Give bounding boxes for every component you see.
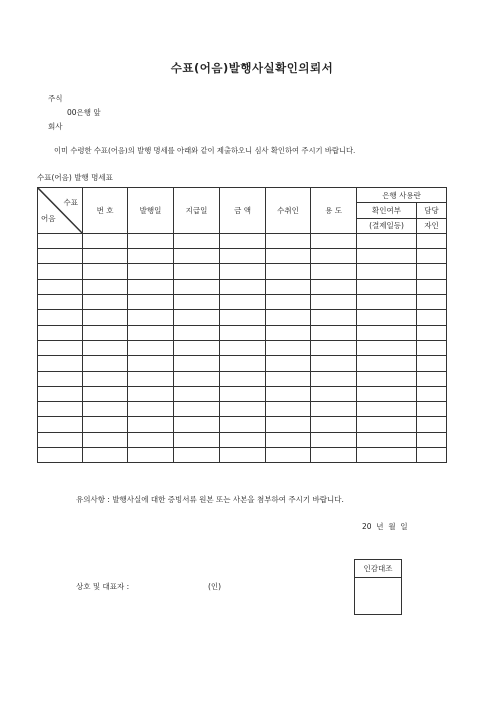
table-cell: [174, 340, 220, 355]
diagonal-header-cell: [38, 188, 83, 234]
table-cell: [174, 310, 220, 325]
table-cell: [83, 264, 128, 279]
seal-verification-box: [354, 559, 402, 615]
table-cell: [220, 402, 266, 417]
table-cell: [38, 417, 83, 432]
table-cell: [128, 386, 174, 401]
table-cell: [266, 386, 311, 401]
table-cell: [311, 402, 357, 417]
table-cell: [311, 249, 357, 264]
bank-sub-header-confirm-2: (결제일등): [357, 218, 417, 233]
table-cell: [83, 432, 128, 447]
table-cell: [311, 325, 357, 340]
table-cell: [266, 340, 311, 355]
table-cell: [83, 325, 128, 340]
table-cell: [266, 448, 311, 463]
recipient-line-3: 회사: [48, 122, 63, 131]
table-cell: [220, 279, 266, 294]
table-cell: [38, 340, 83, 355]
table-cell: [128, 264, 174, 279]
bank-sub-header-officer-2: 자인: [417, 218, 447, 233]
table-cell: [311, 279, 357, 294]
table-cell: [266, 432, 311, 447]
table-row: [38, 386, 447, 401]
table-cell: [128, 340, 174, 355]
table-row: [38, 402, 447, 417]
table-cell: [83, 279, 128, 294]
table-cell: [174, 249, 220, 264]
table-cell: [220, 233, 266, 248]
table-cell: [128, 310, 174, 325]
bank-sub-header-confirm: 확인여부: [357, 203, 417, 218]
table-cell: [311, 356, 357, 371]
date-line: 20 년 월 일: [362, 522, 408, 531]
notice-text: 유의사항 : 발행사실에 대한 증빙서류 원본 또는 사본을 첨부하여 주시기 바랍니다.: [76, 495, 344, 504]
table-caption: 수표(어음) 발행 명세표: [37, 173, 113, 182]
table-cell: [174, 432, 220, 447]
table-cell: [417, 356, 447, 371]
table-cell: [38, 386, 83, 401]
table-cell: [311, 310, 357, 325]
table-cell: [38, 264, 83, 279]
table-cell: [357, 279, 417, 294]
intro-text: 이미 수령한 수표(어음)의 발행 명세를 아래와 같이 제출하오니 심사 확인하여 주시기 바랍니다.: [54, 146, 356, 155]
table-cell: [128, 371, 174, 386]
seal-verification-label: 인감대조: [355, 560, 401, 578]
table-cell: [174, 325, 220, 340]
table-cell: [266, 295, 311, 310]
table-cell: [83, 356, 128, 371]
table-cell: [128, 295, 174, 310]
table-cell: [83, 417, 128, 432]
table-cell: [174, 448, 220, 463]
table-cell: [38, 371, 83, 386]
table-cell: [83, 371, 128, 386]
table-cell: [174, 233, 220, 248]
table-row: [38, 340, 447, 355]
table-cell: [128, 417, 174, 432]
table-cell: [357, 417, 417, 432]
table-cell: [38, 295, 83, 310]
table-cell: [83, 448, 128, 463]
table-cell: [128, 279, 174, 294]
table-cell: [128, 249, 174, 264]
table-cell: [128, 356, 174, 371]
table-cell: [311, 386, 357, 401]
table-cell: [311, 264, 357, 279]
table-cell: [128, 432, 174, 447]
column-header: 용 도: [311, 188, 357, 234]
diagonal-label-check: 수표: [63, 198, 78, 207]
seal-mark: (인): [208, 582, 222, 591]
table-cell: [266, 402, 311, 417]
table-cell: [311, 371, 357, 386]
table-cell: [83, 295, 128, 310]
table-cell: [417, 233, 447, 248]
table-cell: [38, 233, 83, 248]
table-cell: [417, 448, 447, 463]
table-cell: [417, 295, 447, 310]
table-cell: [220, 448, 266, 463]
table-cell: [311, 295, 357, 310]
table-cell: [357, 432, 417, 447]
table-cell: [128, 233, 174, 248]
table-cell: [311, 448, 357, 463]
table-row: [38, 448, 447, 463]
table-cell: [417, 310, 447, 325]
table-cell: [311, 417, 357, 432]
table-cell: [357, 340, 417, 355]
table-cell: [38, 279, 83, 294]
table-row: [38, 371, 447, 386]
table-cell: [266, 264, 311, 279]
table-cell: [311, 432, 357, 447]
table-cell: [83, 402, 128, 417]
table-cell: [220, 417, 266, 432]
document-title: 수표(어음)발행사실확인의뢰서: [170, 61, 334, 75]
table-cell: [357, 402, 417, 417]
column-header: 수취인: [266, 188, 311, 234]
table-row: [38, 264, 447, 279]
table-cell: [174, 386, 220, 401]
table-cell: [83, 340, 128, 355]
table-cell: [417, 371, 447, 386]
table-cell: [174, 402, 220, 417]
table-cell: [266, 417, 311, 432]
table-cell: [266, 310, 311, 325]
table-cell: [417, 340, 447, 355]
table-cell: [38, 310, 83, 325]
diagonal-label-bill: 어음: [41, 213, 56, 223]
table-cell: [174, 356, 220, 371]
column-header: 지급일: [174, 188, 220, 234]
column-header: 금 액: [220, 188, 266, 234]
table-cell: [266, 279, 311, 294]
table-cell: [220, 340, 266, 355]
header-row-1: [38, 188, 447, 203]
column-header: 번 호: [83, 188, 128, 234]
table-row: [38, 356, 447, 371]
table-cell: [220, 264, 266, 279]
table-cell: [357, 386, 417, 401]
table-cell: [128, 325, 174, 340]
signer-label: 상호 및 대표자 :: [76, 582, 130, 591]
table-cell: [266, 371, 311, 386]
table-cell: [417, 264, 447, 279]
table-cell: [266, 233, 311, 248]
table-cell: [83, 386, 128, 401]
table-row: [38, 279, 447, 294]
table-cell: [417, 402, 447, 417]
table-cell: [220, 356, 266, 371]
table-cell: [38, 448, 83, 463]
table-cell: [266, 325, 311, 340]
table-cell: [357, 249, 417, 264]
bank-sub-header-officer: 담당: [417, 203, 447, 218]
table-cell: [38, 356, 83, 371]
table-cell: [38, 432, 83, 447]
table-cell: [357, 448, 417, 463]
table-cell: [357, 325, 417, 340]
table-cell: [357, 356, 417, 371]
table-cell: [220, 295, 266, 310]
table-cell: [220, 432, 266, 447]
table-cell: [220, 310, 266, 325]
table-cell: [128, 402, 174, 417]
table-cell: [417, 386, 447, 401]
table-row: [38, 249, 447, 264]
table-cell: [38, 249, 83, 264]
table-cell: [174, 279, 220, 294]
table-row: [38, 432, 447, 447]
bank-use-group-header: 은행 사용란: [357, 188, 447, 203]
table-row: [38, 325, 447, 340]
table-cell: [357, 371, 417, 386]
table-cell: [417, 279, 447, 294]
table-cell: [174, 371, 220, 386]
table-cell: [417, 249, 447, 264]
table-cell: [417, 325, 447, 340]
table-cell: [357, 264, 417, 279]
table-cell: [220, 325, 266, 340]
table-cell: [311, 233, 357, 248]
table-cell: [83, 233, 128, 248]
table-cell: [128, 448, 174, 463]
table-cell: [220, 249, 266, 264]
table-cell: [266, 356, 311, 371]
table-cell: [174, 264, 220, 279]
table-row: [38, 310, 447, 325]
table-cell: [417, 417, 447, 432]
table-cell: [174, 417, 220, 432]
table-cell: [417, 432, 447, 447]
table-cell: [83, 249, 128, 264]
table-row: [38, 295, 447, 310]
issuance-table: [37, 187, 447, 463]
table-cell: [174, 295, 220, 310]
table-cell: [311, 340, 357, 355]
table-cell: [38, 325, 83, 340]
table-cell: [357, 233, 417, 248]
table-cell: [220, 371, 266, 386]
table-cell: [357, 310, 417, 325]
table-cell: [266, 249, 311, 264]
recipient-line-1: 주식: [48, 94, 63, 103]
table-cell: [220, 386, 266, 401]
column-header: 발행일: [128, 188, 174, 234]
table-row: [38, 417, 447, 432]
table-cell: [83, 310, 128, 325]
table-cell: [357, 295, 417, 310]
table-cell: [38, 402, 83, 417]
recipient-bank: 00은행 앞: [67, 108, 101, 117]
table-row: [38, 233, 447, 248]
